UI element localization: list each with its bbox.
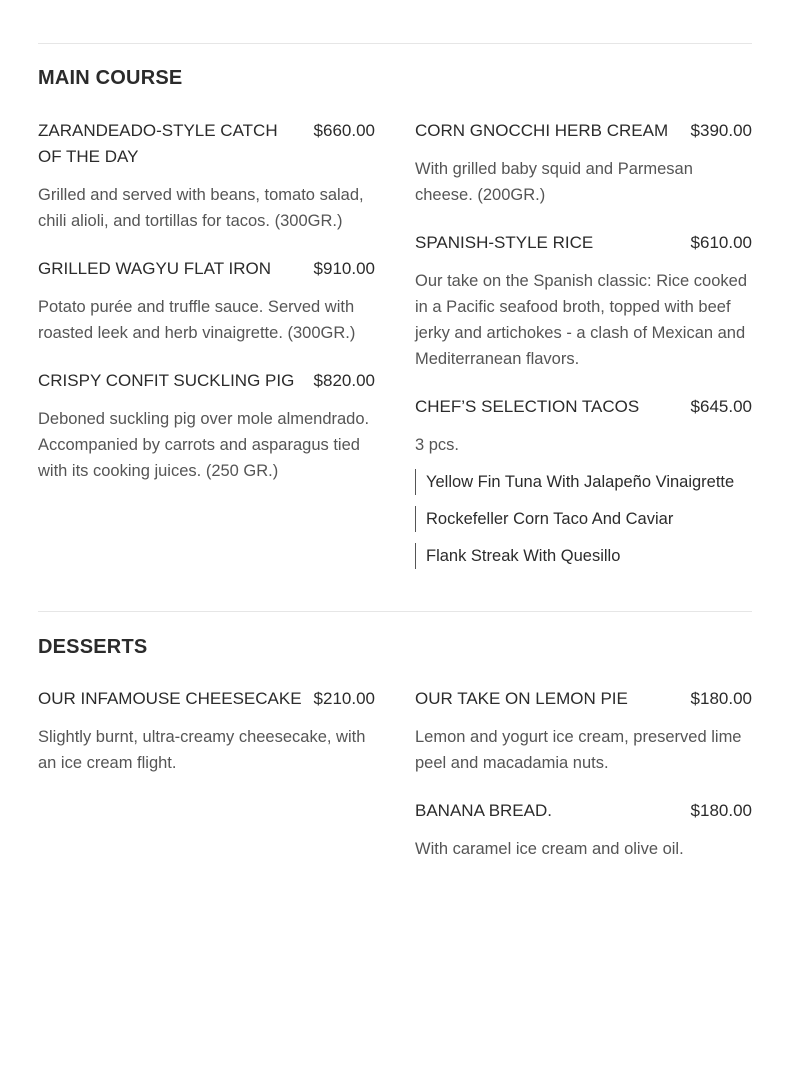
item-name: GRILLED WAGYU FLAT IRON — [38, 259, 272, 278]
item-name: CORN GNOCCHI HERB CREAM — [415, 121, 669, 140]
item-price: $210.00 — [313, 689, 375, 708]
menu-item — [415, 118, 752, 208]
taco-option: Rockefeller Corn Taco And Caviar — [415, 506, 752, 532]
item-name: BANANA BREAD. — [415, 801, 552, 820]
menu-item — [415, 798, 752, 862]
item-price: $660.00 — [313, 121, 375, 140]
item-description: Potato purée and truffle sauce. Served with roasted leek and herb vinaigrette. (300GR.) — [38, 298, 356, 342]
taco-option: Flank Streak With Quesillo — [415, 543, 752, 569]
section-title-desserts: DESSERTS — [38, 636, 148, 658]
item-description: Deboned suckling pig over mole almendrado. Accompanied by carrots and asparagus tied with its cooking juices. (250 GR.) — [38, 410, 370, 480]
menu-item — [415, 394, 752, 569]
item-price: $390.00 — [690, 121, 752, 140]
item-price: $610.00 — [690, 233, 752, 252]
item-name: CHEF’S SELECTION TACOS — [415, 397, 640, 416]
item-description: Grilled and served with beans, tomato salad, chili alioli, and tortillas for tacos. (300GR.) — [38, 186, 364, 230]
desserts-left-column — [38, 686, 375, 798]
item-name: SPANISH-STYLE RICE — [415, 233, 594, 252]
item-name: ZARANDEADO-STYLE CATCH OF THE DAY — [38, 121, 278, 166]
item-price: $910.00 — [313, 259, 375, 278]
item-name: OUR INFAMOUSE CHEESECAKE — [38, 689, 302, 708]
item-description: Lemon and yogurt ice cream, preserved lime peel and macadamia nuts. — [415, 728, 742, 772]
item-name: CRISPY CONFIT SUCKLING PIG — [38, 371, 295, 390]
item-description: Slightly burnt, ultra-creamy cheesecake, with an ice cream flight. — [38, 728, 366, 772]
main-course-left-column — [38, 118, 375, 506]
menu-item — [38, 256, 375, 346]
item-price: $180.00 — [690, 689, 752, 708]
item-description: Our take on the Spanish classic: Rice cooked in a Pacific seafood broth, topped with beef jerky and artichokes - a clash of Mexican and Mediterranean flavors. — [415, 272, 748, 368]
item-name: OUR TAKE ON LEMON PIE — [415, 689, 628, 708]
menu-item — [38, 368, 375, 484]
desserts-right-column — [415, 686, 752, 884]
section-title-main-course: MAIN COURSE — [38, 67, 183, 89]
section-divider — [38, 611, 752, 612]
menu-item — [415, 230, 752, 372]
item-description: With caramel ice cream and olive oil. — [415, 840, 684, 858]
main-course-right-column — [415, 118, 752, 591]
item-price: $645.00 — [690, 397, 752, 416]
menu-item — [415, 686, 752, 776]
menu-item — [38, 686, 375, 776]
section-divider — [38, 43, 752, 44]
taco-option: Yellow Fin Tuna With Jalapeño Vinaigrette — [415, 469, 752, 495]
item-description: 3 pcs. — [415, 436, 460, 454]
item-price: $820.00 — [313, 371, 375, 390]
menu-item — [38, 118, 375, 234]
item-price: $180.00 — [690, 801, 752, 820]
item-description: With grilled baby squid and Parmesan cheese. (200GR.) — [415, 160, 693, 204]
